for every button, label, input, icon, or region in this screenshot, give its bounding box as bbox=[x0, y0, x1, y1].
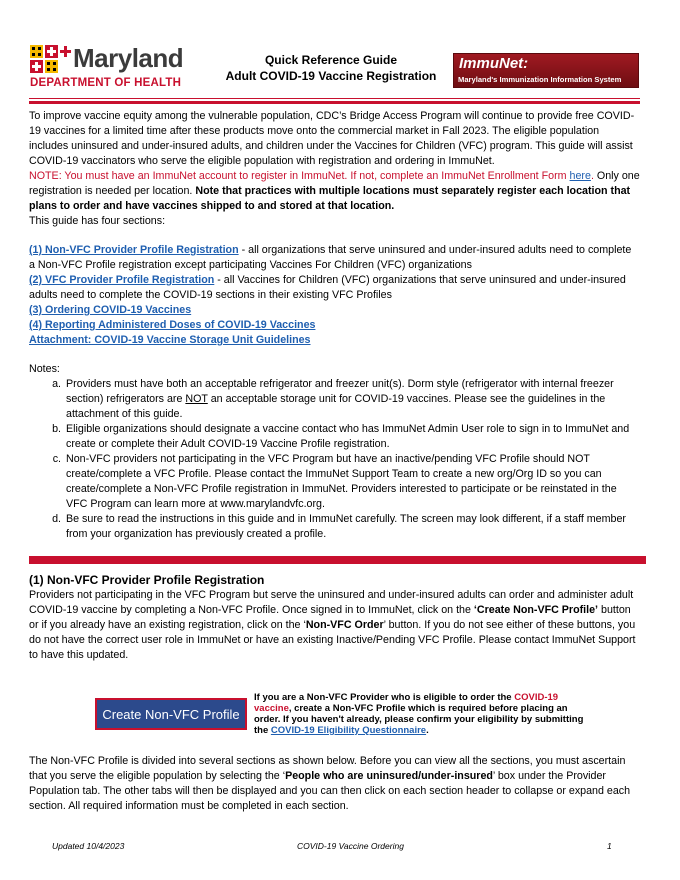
sections-intro: This guide has four sections: bbox=[29, 215, 166, 227]
toc-link-non-vfc[interactable]: (1) Non-VFC Provider Profile Registration bbox=[29, 244, 239, 256]
eligibility-questionnaire-link[interactable]: COVID-19 Eligibility Questionnaire bbox=[270, 725, 427, 736]
enrollment-note: NOTE: You must have an ImmuNet account to register in ImmuNet. If not, complete an ImmuNet Enrollment Form bbox=[29, 170, 567, 182]
footer-title: COVID-19 Vaccine Ordering bbox=[297, 841, 404, 851]
maryland-logo bbox=[29, 44, 204, 92]
toc-item: (1) Non-VFC Provider Profile Registration - all organizations that serve uninsured and under-insured adults need to complete a Non-VFC Profile registration except participating Vaccines For Children (VFC) organizations bbox=[29, 244, 632, 271]
toc-link-attachment[interactable]: Attachment: COVID-19 Vaccine Storage Unit Guidelines bbox=[29, 334, 311, 346]
immunet-subtitle: Maryland's Immunization Information System bbox=[458, 75, 622, 84]
notes-list bbox=[29, 377, 640, 542]
logo-wordmark: Maryland bbox=[73, 43, 184, 73]
intro-section bbox=[29, 109, 640, 229]
toc-item bbox=[29, 333, 640, 348]
create-profile-screenshot bbox=[95, 692, 595, 740]
intro-paragraph: To improve vaccine equity among the vulnerable population, CDC’s Bridge Access Program will continue to provide free COVID-19 vaccines for a limited time after these products move onto the commercial market in Fall 2023. The eligible population includes uninsured and under-insured adults, and children under the Vaccines for Children (VFC) program. This guide will assist COVID-19 vaccinators who serve the eligible population with registration and ordering in ImmuNet. bbox=[29, 110, 635, 167]
section-1-profile-text: The Non-VFC Profile is divided into several sections as shown below. Before you can view all the sections, you must ascertain that you serve the eligible population by selecting the ‘People who are uninsured/under-insured’ box under the Provider Population tab. The other tabs will then be displayed and you can then click on each section header to collapse or expand each section. All required information must be completed in each section. bbox=[29, 755, 631, 812]
note-item: b. Eligible organizations should designate a vaccine contact who has ImmuNet Admin User role to sign in to ImmuNet and create or complete their Adult COVID-19 Vaccine Profile registration. bbox=[64, 422, 640, 452]
logo-department: DEPARTMENT OF HEALTH bbox=[30, 77, 182, 89]
header-divider-thin bbox=[29, 98, 640, 99]
toc-item bbox=[29, 318, 640, 333]
table-of-contents bbox=[29, 243, 640, 348]
immunet-logo bbox=[453, 53, 639, 88]
note-item: a. Providers must have both an acceptable refrigerator and freezer unit(s). Dorm style (refrigerator with internal freezer section) refrigerators are NOT an acceptable storage unit for COVID-19 vaccines. Please see the guidelines in the attachment of this guide. bbox=[64, 377, 640, 422]
note-item: c. Non-VFC providers not participating in the VFC Program but have an inactive/pending VFC Profile should NOT create/complete a VFC Profile. Please contact the ImmuNet Support Team to create a new org/Org ID so you can create/complete a Non-VFC Profile registration in ImmuNet. Providers interested to participate or be reinstated in the VFC Program can learn more at www.marylandvfc.org. bbox=[64, 452, 640, 512]
footer-page-number: 1 bbox=[607, 841, 612, 851]
toc-item bbox=[29, 303, 640, 318]
notes-section bbox=[29, 362, 640, 542]
toc-link-vfc[interactable]: (2) VFC Provider Profile Registration bbox=[29, 274, 215, 286]
note-item: d. Be sure to read the instructions in this guide and in ImmuNet carefully. The screen may look different, if a staff member from your organization has previously created a profile. bbox=[64, 512, 640, 542]
immunet-title: ImmuNet: bbox=[459, 55, 529, 72]
toc-link-reporting[interactable]: (4) Reporting Administered Doses of COVID-19 Vaccines bbox=[29, 319, 316, 331]
footer-updated: Updated 10/4/2023 bbox=[52, 841, 125, 851]
document-title bbox=[222, 52, 440, 84]
section-1-intro: Providers not participating in the VFC Program but serve the uninsured and under-insured adults can order and administer adult COVID-19 vaccine by completing a Non-VFC Profile. Once signed in to ImmuNet, click on the ‘Create Non-VFC Profile’ button or if you already have an existing registration, click on the ‘Non-VFC Order’ button. If you do not see either of these buttons, you do not have the correct user role in ImmuNet or have an existing Inactive/Pending VFC Profile. Please contact ImmuNet Support to have this updated. bbox=[29, 589, 636, 661]
create-non-vfc-profile-button[interactable]: Create Non-VFC Profile bbox=[95, 698, 247, 730]
enrollment-form-link[interactable]: here bbox=[569, 170, 591, 182]
multi-location-note: Note that practices with multiple locations must separately register each location that plans to order and have vaccines shipped to and stored at that location. bbox=[29, 185, 631, 212]
header-divider-thick bbox=[29, 101, 640, 104]
title-line-2: Adult COVID-19 Vaccine Registration bbox=[225, 69, 437, 83]
one-registration-text: Only one registration is needed per location. bbox=[29, 170, 640, 197]
maryland-flag-icon bbox=[29, 44, 73, 76]
toc-link-ordering[interactable]: (3) Ordering COVID-19 Vaccines bbox=[29, 304, 192, 316]
title-line-1: Quick Reference Guide bbox=[264, 53, 398, 67]
notes-label: Notes: bbox=[29, 363, 60, 375]
intro-note: NOTE: You must have an ImmuNet account to register in ImmuNet. If not, complete an ImmuNet Enrollment Form here. Only one registration is needed per location. Note that practices with multiple locations must separately register each location that plans to order and have vaccines shipped to and stored at that location. bbox=[29, 170, 640, 212]
toc-item: (2) VFC Provider Profile Registration - all Vaccines for Children (VFC) organizations that serve uninsured and under-insured adults need to complete the COVID-19 sections in their existing VFC Profiles bbox=[29, 274, 626, 301]
section-divider-bar bbox=[29, 556, 646, 564]
section-1-heading: (1) Non-VFC Provider Profile Registration bbox=[29, 573, 265, 587]
button-instruction-note: If you are a Non-VFC Provider who is eligible to order the COVID-19 vaccine, create a Non-VFC Profile which is required before placing an order. If you haven't already, please confirm your eligibility by submitting the COVID-19 Eligibility Questionnaire. bbox=[254, 692, 584, 736]
